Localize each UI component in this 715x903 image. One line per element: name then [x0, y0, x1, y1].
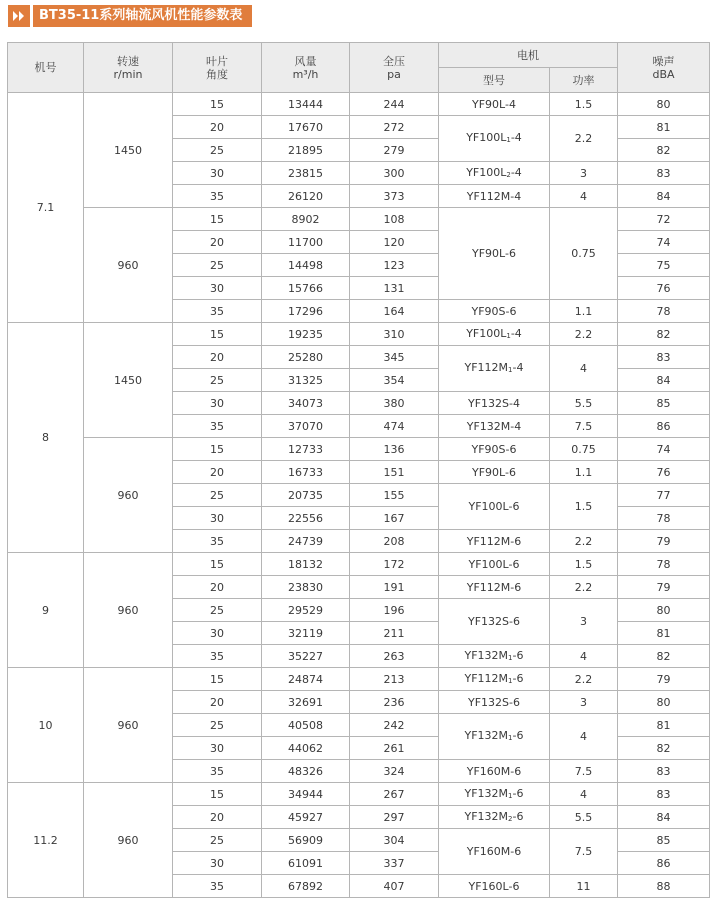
cell-motor-type: YF100L-6	[439, 484, 550, 530]
cell-model: 11.2	[8, 783, 84, 898]
cell-power: 5.5	[550, 806, 618, 829]
cell-noise: 81	[618, 622, 710, 645]
cell-blade-angle: 20	[173, 461, 262, 484]
header-model: 机号	[8, 43, 84, 93]
cell-flow: 29529	[262, 599, 350, 622]
cell-power: 1.5	[550, 93, 618, 116]
cell-pressure: 337	[350, 852, 439, 875]
cell-speed: 960	[84, 208, 173, 323]
cell-noise: 82	[618, 737, 710, 760]
cell-pressure: 474	[350, 415, 439, 438]
cell-pressure: 267	[350, 783, 439, 806]
cell-motor-type: YF100L1-4	[439, 323, 550, 346]
cell-flow: 13444	[262, 93, 350, 116]
cell-model: 10	[8, 668, 84, 783]
cell-flow: 17296	[262, 300, 350, 323]
cell-noise: 76	[618, 461, 710, 484]
cell-blade-angle: 15	[173, 438, 262, 461]
cell-blade-angle: 30	[173, 277, 262, 300]
header-power: 功率	[550, 68, 618, 93]
cell-flow: 32119	[262, 622, 350, 645]
header-blade-angle: 叶片 角度	[173, 43, 262, 93]
cell-motor-type: YF90L-4	[439, 93, 550, 116]
cell-motor-type: YF112M1-4	[439, 346, 550, 392]
cell-noise: 78	[618, 300, 710, 323]
cell-blade-angle: 25	[173, 599, 262, 622]
table-row	[8, 783, 710, 806]
cell-flow: 8902	[262, 208, 350, 231]
cell-motor-type: YF132M2-6	[439, 806, 550, 829]
cell-blade-angle: 20	[173, 576, 262, 599]
cell-blade-angle: 35	[173, 415, 262, 438]
cell-noise: 72	[618, 208, 710, 231]
cell-blade-angle: 20	[173, 691, 262, 714]
cell-motor-type: YF160L-6	[439, 875, 550, 898]
cell-pressure: 297	[350, 806, 439, 829]
cell-pressure: 279	[350, 139, 439, 162]
cell-speed: 960	[84, 438, 173, 553]
cell-pressure: 324	[350, 760, 439, 783]
header-motor: 电机	[439, 43, 618, 68]
page-title: BT35-11系列轴流风机性能参数表	[33, 5, 252, 27]
cell-noise: 82	[618, 645, 710, 668]
cell-flow: 37070	[262, 415, 350, 438]
cell-noise: 84	[618, 369, 710, 392]
cell-pressure: 236	[350, 691, 439, 714]
cell-motor-type: YF132M1-6	[439, 645, 550, 668]
cell-flow: 19235	[262, 323, 350, 346]
cell-flow: 20735	[262, 484, 350, 507]
cell-power: 1.1	[550, 461, 618, 484]
cell-flow: 31325	[262, 369, 350, 392]
cell-pressure: 136	[350, 438, 439, 461]
cell-motor-type: YF112M-4	[439, 185, 550, 208]
cell-motor-type: YF100L1-4	[439, 116, 550, 162]
cell-motor-type: YF160M-6	[439, 760, 550, 783]
cell-noise: 78	[618, 553, 710, 576]
cell-power: 0.75	[550, 438, 618, 461]
table-row	[8, 93, 710, 116]
cell-noise: 79	[618, 576, 710, 599]
cell-pressure: 354	[350, 369, 439, 392]
cell-motor-type: YF132M-4	[439, 415, 550, 438]
cell-flow: 24739	[262, 530, 350, 553]
cell-flow: 25280	[262, 346, 350, 369]
cell-motor-type: YF90L-6	[439, 461, 550, 484]
cell-power: 4	[550, 185, 618, 208]
cell-flow: 40508	[262, 714, 350, 737]
cell-pressure: 167	[350, 507, 439, 530]
cell-power: 7.5	[550, 829, 618, 875]
cell-blade-angle: 20	[173, 116, 262, 139]
cell-flow: 24874	[262, 668, 350, 691]
cell-noise: 76	[618, 277, 710, 300]
cell-noise: 80	[618, 599, 710, 622]
cell-blade-angle: 20	[173, 346, 262, 369]
cell-flow: 45927	[262, 806, 350, 829]
cell-noise: 86	[618, 415, 710, 438]
cell-power: 1.1	[550, 300, 618, 323]
cell-blade-angle: 15	[173, 323, 262, 346]
cell-motor-type: YF100L2-4	[439, 162, 550, 185]
cell-noise: 85	[618, 829, 710, 852]
cell-noise: 84	[618, 185, 710, 208]
cell-noise: 86	[618, 852, 710, 875]
cell-model: 9	[8, 553, 84, 668]
cell-noise: 77	[618, 484, 710, 507]
cell-noise: 83	[618, 162, 710, 185]
header-motor-type: 型号	[439, 68, 550, 93]
cell-noise: 83	[618, 346, 710, 369]
cell-pressure: 310	[350, 323, 439, 346]
cell-noise: 79	[618, 668, 710, 691]
cell-model: 8	[8, 323, 84, 553]
table-row	[8, 323, 710, 346]
cell-flow: 12733	[262, 438, 350, 461]
cell-speed: 960	[84, 668, 173, 783]
cell-blade-angle: 35	[173, 645, 262, 668]
cell-pressure: 208	[350, 530, 439, 553]
cell-model: 7.1	[8, 93, 84, 323]
cell-power: 1.5	[550, 553, 618, 576]
cell-motor-type: YF112M1-6	[439, 668, 550, 691]
cell-flow: 23830	[262, 576, 350, 599]
cell-pressure: 261	[350, 737, 439, 760]
cell-pressure: 164	[350, 300, 439, 323]
cell-pressure: 123	[350, 254, 439, 277]
cell-power: 2.2	[550, 116, 618, 162]
cell-pressure: 373	[350, 185, 439, 208]
cell-pressure: 244	[350, 93, 439, 116]
cell-flow: 17670	[262, 116, 350, 139]
cell-blade-angle: 35	[173, 760, 262, 783]
header-speed: 转速 r/min	[84, 43, 173, 93]
cell-blade-angle: 35	[173, 300, 262, 323]
cell-flow: 14498	[262, 254, 350, 277]
cell-blade-angle: 30	[173, 507, 262, 530]
cell-blade-angle: 25	[173, 369, 262, 392]
cell-pressure: 213	[350, 668, 439, 691]
cell-noise: 81	[618, 714, 710, 737]
cell-blade-angle: 25	[173, 139, 262, 162]
cell-blade-angle: 15	[173, 208, 262, 231]
cell-motor-type: YF90S-6	[439, 300, 550, 323]
cell-blade-angle: 30	[173, 852, 262, 875]
cell-blade-angle: 35	[173, 875, 262, 898]
cell-flow: 26120	[262, 185, 350, 208]
cell-power: 2.2	[550, 576, 618, 599]
cell-flow: 44062	[262, 737, 350, 760]
cell-flow: 22556	[262, 507, 350, 530]
cell-blade-angle: 20	[173, 231, 262, 254]
table-row	[8, 553, 710, 576]
cell-pressure: 151	[350, 461, 439, 484]
cell-flow: 15766	[262, 277, 350, 300]
cell-speed: 960	[84, 553, 173, 668]
cell-motor-type: YF90S-6	[439, 438, 550, 461]
cell-power: 3	[550, 691, 618, 714]
cell-blade-angle: 15	[173, 783, 262, 806]
title-bar	[8, 5, 252, 27]
cell-noise: 74	[618, 231, 710, 254]
cell-blade-angle: 15	[173, 553, 262, 576]
cell-noise: 82	[618, 323, 710, 346]
cell-blade-angle: 35	[173, 185, 262, 208]
cell-pressure: 191	[350, 576, 439, 599]
cell-motor-type: YF132M1-6	[439, 714, 550, 760]
cell-noise: 83	[618, 760, 710, 783]
cell-power: 7.5	[550, 760, 618, 783]
cell-flow: 67892	[262, 875, 350, 898]
fast-forward-icon	[8, 5, 30, 27]
cell-power: 2.2	[550, 530, 618, 553]
cell-motor-type: YF112M-6	[439, 530, 550, 553]
header-flow: 风量 m³/h	[262, 43, 350, 93]
cell-blade-angle: 30	[173, 392, 262, 415]
cell-blade-angle: 20	[173, 806, 262, 829]
cell-pressure: 155	[350, 484, 439, 507]
spec-table	[7, 42, 710, 898]
cell-power: 4	[550, 783, 618, 806]
cell-blade-angle: 25	[173, 484, 262, 507]
cell-power: 0.75	[550, 208, 618, 300]
cell-pressure: 211	[350, 622, 439, 645]
cell-power: 4	[550, 346, 618, 392]
cell-flow: 32691	[262, 691, 350, 714]
cell-power: 2.2	[550, 323, 618, 346]
cell-flow: 23815	[262, 162, 350, 185]
cell-flow: 34944	[262, 783, 350, 806]
cell-pressure: 407	[350, 875, 439, 898]
cell-noise: 74	[618, 438, 710, 461]
cell-motor-type: YF90L-6	[439, 208, 550, 300]
header-pressure: 全压 pa	[350, 43, 439, 93]
cell-noise: 82	[618, 139, 710, 162]
cell-power: 3	[550, 162, 618, 185]
cell-power: 5.5	[550, 392, 618, 415]
table-row	[8, 668, 710, 691]
cell-blade-angle: 30	[173, 737, 262, 760]
table-row	[8, 208, 710, 231]
cell-motor-type: YF132M1-6	[439, 783, 550, 806]
cell-noise: 80	[618, 93, 710, 116]
cell-noise: 80	[618, 691, 710, 714]
cell-blade-angle: 25	[173, 829, 262, 852]
table-row	[8, 438, 710, 461]
cell-flow: 34073	[262, 392, 350, 415]
cell-pressure: 304	[350, 829, 439, 852]
table-header	[8, 43, 710, 93]
cell-motor-type: YF160M-6	[439, 829, 550, 875]
cell-noise: 75	[618, 254, 710, 277]
cell-blade-angle: 30	[173, 622, 262, 645]
cell-pressure: 120	[350, 231, 439, 254]
cell-pressure: 272	[350, 116, 439, 139]
cell-blade-angle: 15	[173, 668, 262, 691]
cell-pressure: 196	[350, 599, 439, 622]
cell-motor-type: YF112M-6	[439, 576, 550, 599]
cell-noise: 84	[618, 806, 710, 829]
cell-speed: 1450	[84, 323, 173, 438]
cell-pressure: 172	[350, 553, 439, 576]
cell-blade-angle: 35	[173, 530, 262, 553]
cell-pressure: 380	[350, 392, 439, 415]
cell-noise: 79	[618, 530, 710, 553]
cell-motor-type: YF132S-4	[439, 392, 550, 415]
cell-motor-type: YF132S-6	[439, 691, 550, 714]
cell-flow: 18132	[262, 553, 350, 576]
cell-blade-angle: 30	[173, 162, 262, 185]
cell-motor-type: YF132S-6	[439, 599, 550, 645]
cell-motor-type: YF100L-6	[439, 553, 550, 576]
cell-flow: 35227	[262, 645, 350, 668]
cell-noise: 88	[618, 875, 710, 898]
cell-power: 1.5	[550, 484, 618, 530]
cell-noise: 83	[618, 783, 710, 806]
cell-speed: 1450	[84, 93, 173, 208]
cell-blade-angle: 15	[173, 93, 262, 116]
cell-flow: 11700	[262, 231, 350, 254]
cell-power: 4	[550, 714, 618, 760]
cell-pressure: 108	[350, 208, 439, 231]
header-noise: 噪声 dBA	[618, 43, 710, 93]
cell-flow: 16733	[262, 461, 350, 484]
cell-power: 2.2	[550, 668, 618, 691]
cell-pressure: 263	[350, 645, 439, 668]
cell-pressure: 345	[350, 346, 439, 369]
cell-flow: 61091	[262, 852, 350, 875]
cell-pressure: 300	[350, 162, 439, 185]
cell-blade-angle: 25	[173, 714, 262, 737]
cell-noise: 78	[618, 507, 710, 530]
cell-flow: 48326	[262, 760, 350, 783]
cell-noise: 81	[618, 116, 710, 139]
cell-pressure: 242	[350, 714, 439, 737]
cell-flow: 56909	[262, 829, 350, 852]
cell-power: 11	[550, 875, 618, 898]
cell-flow: 21895	[262, 139, 350, 162]
cell-speed: 960	[84, 783, 173, 898]
cell-blade-angle: 25	[173, 254, 262, 277]
cell-noise: 85	[618, 392, 710, 415]
table-body	[8, 93, 710, 898]
cell-power: 3	[550, 599, 618, 645]
cell-power: 4	[550, 645, 618, 668]
cell-power: 7.5	[550, 415, 618, 438]
cell-pressure: 131	[350, 277, 439, 300]
